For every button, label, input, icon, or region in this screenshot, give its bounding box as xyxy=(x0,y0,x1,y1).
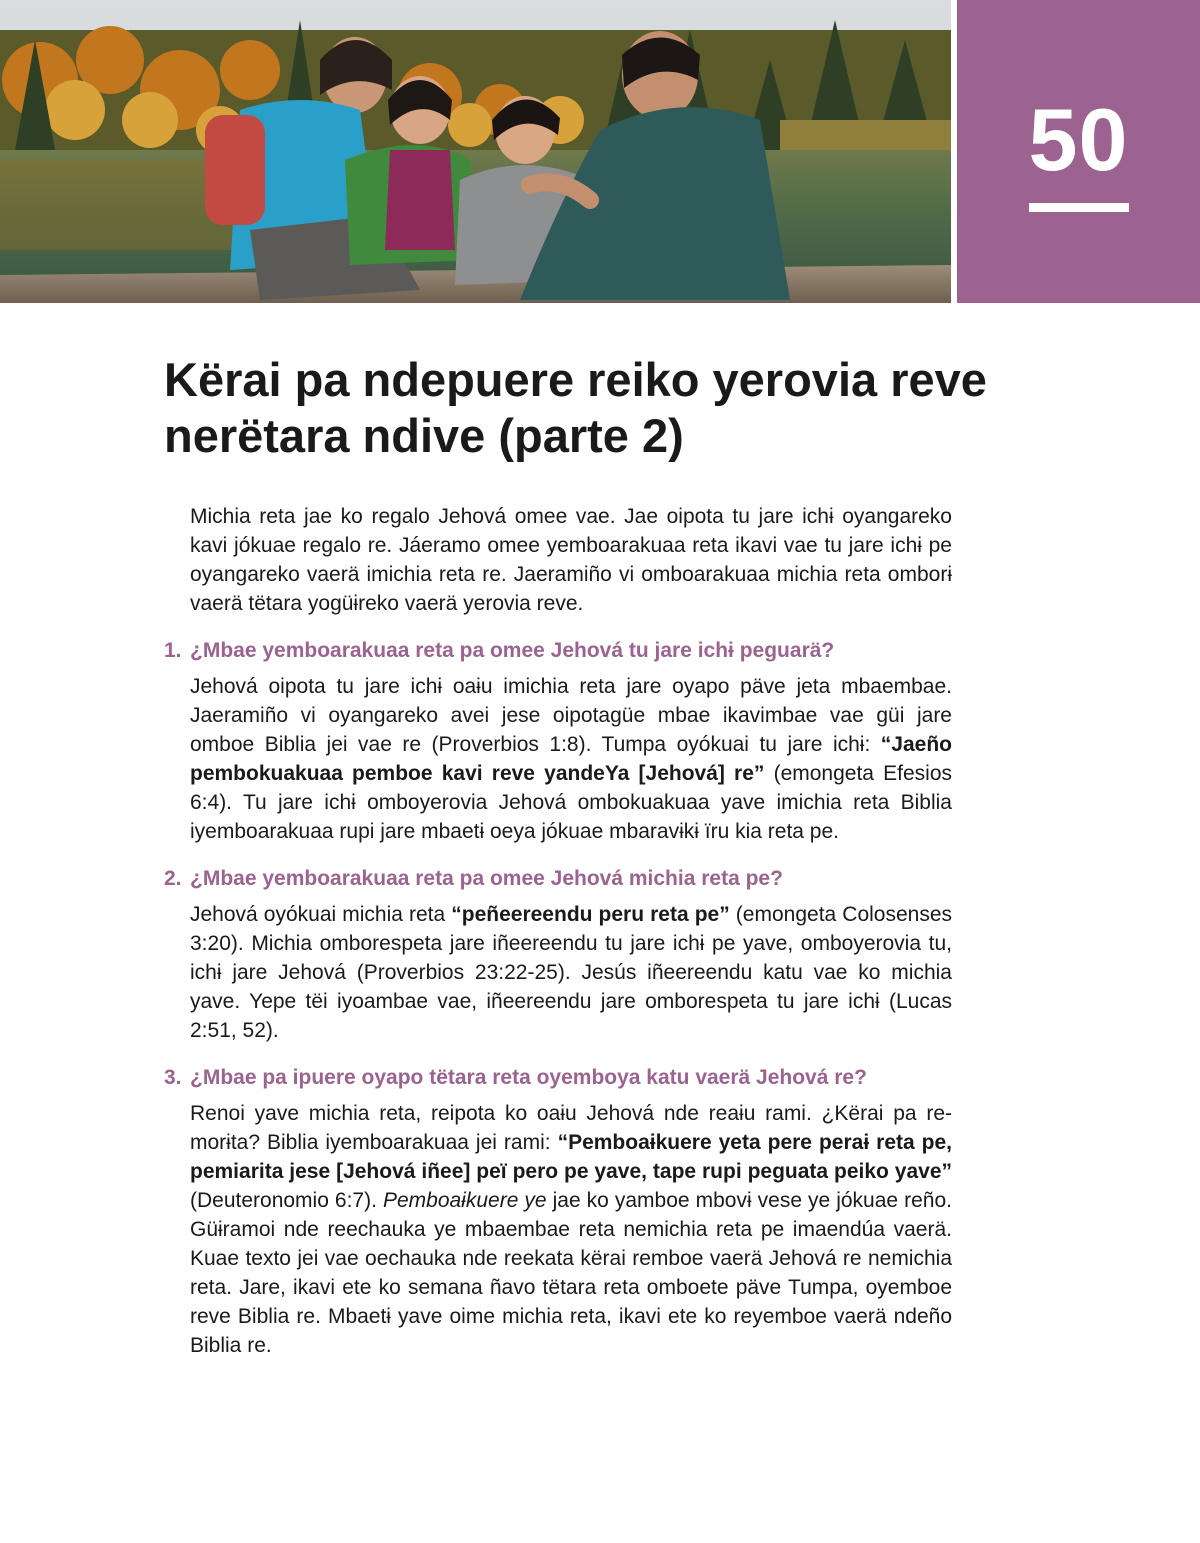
question-text: ¿Mbae pa ipuere oyapo tëtara reta oyemboya katu vaerä Jehová re? xyxy=(190,1066,867,1089)
answer-2-paragraph xyxy=(190,900,952,1045)
question-3 xyxy=(164,1063,952,1093)
answer-text: Renoi yave michia reta, reipota ko oaɨu Jehová nde reaɨu rami. ¿Kërai pa remorɨta? Biblia iyemboarakuaa jei rami: xyxy=(190,1102,952,1154)
answer-text: (Deuteronomio 6:7). xyxy=(190,1189,383,1212)
answer-text: Jehová oyókuai michia reta xyxy=(190,903,452,926)
answer-text: Jehová oipota tu jare ichɨ oaɨu imichia reta jare oyapo päve jeta mbaembae. Jaeramiño vi oyangareko avei jese oipotagüe mbae ikavimbae vae güi jare omboe Biblia jei vae re (Proverbios 1:8). Tumpa oyókuai tu jare ichɨ: xyxy=(190,675,952,756)
lesson-number-underline xyxy=(1029,203,1129,212)
question-text: ¿Mbae yemboarakuaa reta pa omee Jehová tu jare ichɨ peguarä? xyxy=(190,639,835,662)
question-2 xyxy=(164,864,952,894)
question-number: 2. xyxy=(164,867,182,890)
lesson-content xyxy=(164,502,953,1360)
lesson-number: 50 xyxy=(1028,90,1129,189)
scripture-quote: “Jaeño pembokuakuaa pemboe kavi reve yandeYa [Jehová] re” xyxy=(190,733,952,785)
question-text: ¿Mbae yemboarakuaa reta pa omee Jehová michia reta pe? xyxy=(190,867,783,890)
header-photo xyxy=(0,0,951,303)
family-by-lake-photo xyxy=(0,0,951,303)
answer-text: jae ko yamboe mbovɨ vese ye jókuae reño. Güɨramoi nde reechauka ye mbaembae reta nemichia reta pe imaendúa vaerä. Kuae texto jei vae oechauka nde reekata kërai remboe vaerä Jehová re nemichia reta. Jare, ikavi ete ko semana ñavo tëtara reta omboete päve Tumpa, oyemboe reve Biblia re. Mbaetɨ yave oime michia reta, ikavi ete ko reyemboe vaerä ndeño Biblia re. xyxy=(190,1189,952,1357)
question-number: 1. xyxy=(164,639,182,662)
emphasized-term: Pemboaɨkuere ye xyxy=(382,1189,547,1212)
question-number: 3. xyxy=(164,1066,182,1089)
scripture-quote: “peñeereendu peru reta pe” xyxy=(451,903,730,926)
answer-3-paragraph xyxy=(190,1099,952,1360)
question-1 xyxy=(164,636,952,666)
intro-paragraph: Michia reta jae ko regalo Jehová omee vae. Jae oipota tu jare ichɨ oyangareko kavi jókuae regalo re. Jáeramo omee yemboarakuaa reta ikavi vae tu jare ichɨ pe oyangareko vaerä imichia reta re. Jaeramiño vi omboarakuaa michia reta omborɨ vaerä tëtara yogüɨreko vaerä yerovia reve. xyxy=(190,505,952,615)
scripture-quote: “Pemboaɨkuere yeta pere peraɨ reta pe, pemiarita jese [Jehová iñee] peï pero pe yave, tape rupi peguata peiko yave” xyxy=(190,1131,952,1183)
lesson-number-box xyxy=(957,0,1200,303)
lesson-title: Kërai pa ndepuere reiko yerovia reve nerëtara ndive (parte 2) xyxy=(164,353,987,462)
answer-text: (emongeta Efesios 6:4). Tu jare ichɨ omboyerovia Jehová ombokuakuaa yave imichia reta Biblia iyemboarakuaa rupi jare mbaetɨ oeya jókuae mbaravɨkɨ ïru kia reta pe. xyxy=(190,762,952,843)
answer-1-paragraph xyxy=(190,672,952,846)
answer-text: (emongeta Colosenses 3:20). Michia omborespeta jare iñeereendu tu jare ichɨ pe yave, omboyerovia tu, ichɨ jare Jehová (Proverbios 23:22-25). Jesús iñeereendu katu vae ko michia yave. Yepe tëi iyoambae vae, iñeereendu jare omborespeta tu jare ichɨ (Lucas 2:51, 52). xyxy=(190,903,953,1042)
